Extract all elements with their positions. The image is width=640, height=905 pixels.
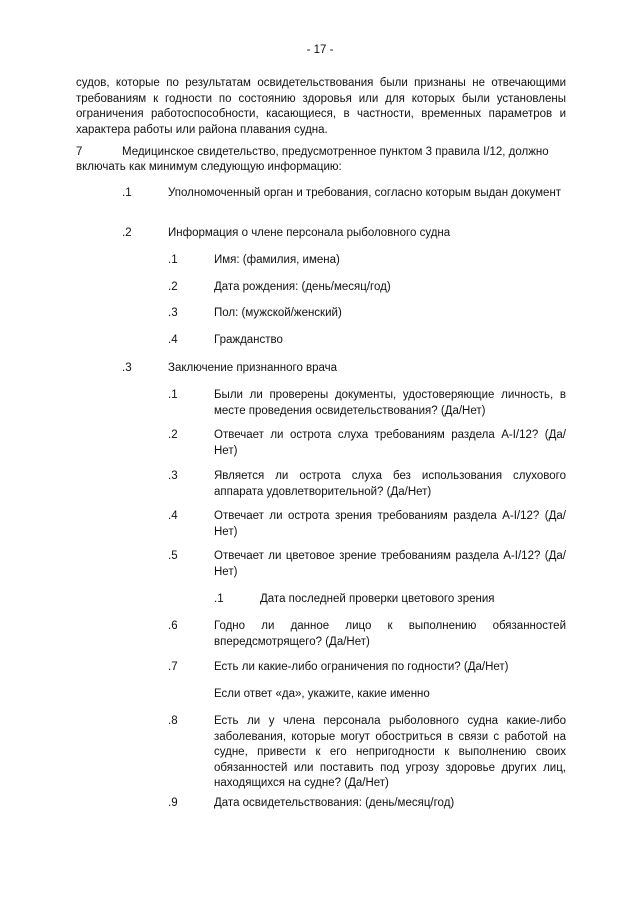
item-number: .1 <box>122 187 132 199</box>
item-number: .4 <box>168 334 178 346</box>
item-number: .3 <box>168 470 178 482</box>
item-number: .1 <box>168 389 178 401</box>
item-text: Уполномоченный орган и требования, согласно которым выдан документ <box>168 187 562 199</box>
item-number: .3 <box>122 362 132 374</box>
item-number: .7 <box>168 661 178 673</box>
item-text: Отвечает ли острота слуха требованиям раздела A-I/12? (Да/Нет) <box>214 429 566 457</box>
item-number: .2 <box>168 429 178 441</box>
item-text: Дата освидетельствования: (день/месяц/год) <box>214 797 455 809</box>
item-text: Имя: (фамилия, имена) <box>214 254 340 266</box>
item-text: Является ли острота слуха без использования слухового аппарата удовлетворительной? (Да/Нет) <box>214 470 566 498</box>
item-text: Если ответ «да», укажите, какие именно <box>214 688 430 700</box>
item-text: Информация о члене персонала рыболовного судна <box>168 227 451 239</box>
item-number: .8 <box>168 715 178 727</box>
item-number: .3 <box>168 307 178 319</box>
item-text: Дата последней проверки цветового зрения <box>260 593 495 605</box>
item-text: Есть ли у члена персонала рыболовного судна какие-либо заболевания, которые могут обостриться в связи с работой на судне, привести к его непригодности к выполнению своих обязанностей или поставить под угрозу здоровье других лиц, находящихся на судне? (Да/Нет) <box>214 715 566 789</box>
item-text: Заключение признанного врача <box>168 362 338 374</box>
item-number: .1 <box>168 254 178 266</box>
item-number: .2 <box>122 227 132 239</box>
item-number: .4 <box>168 510 178 522</box>
item-number: .6 <box>168 620 178 632</box>
item-text: Дата рождения: (день/месяц/год) <box>214 281 391 293</box>
item-number: .9 <box>168 797 178 809</box>
item-text: Были ли проверены документы, удостоверяющие личность, в месте проведения освидетельствования? (Да/Нет) <box>214 389 566 417</box>
item-text: Годно ли данное лицо к выполнению обязанностей впередсмотрящего? (Да/Нет) <box>214 620 566 648</box>
intro-paragraph: судов, которые по результатам освидетельствования были признаны не отвечающими требованиям к годности по состоянию здоровья или для которых были установлены ограничения работоспособности, касающиеся, в частности, временных параметров и характера работы или района плавания судна. <box>76 77 566 136</box>
paragraph-number: 7 <box>76 146 83 158</box>
item-number: .2 <box>168 281 178 293</box>
item-number: .5 <box>168 550 178 562</box>
item-text: Отвечает ли острота зрения требованиям раздела A-I/12? (Да/Нет) <box>214 510 566 538</box>
item-text: Гражданство <box>214 334 283 346</box>
item-text: Есть ли какие-либо ограничения по годности? (Да/Нет) <box>214 661 509 673</box>
page-number: - 17 - <box>306 44 334 56</box>
item-number: .1 <box>214 593 224 605</box>
item-text: Отвечает ли цветовое зрение требованиям раздела A-I/12? (Да/Нет) <box>214 550 566 578</box>
paragraph-7-line2: включать как минимум следующую информацию: <box>76 161 342 173</box>
item-text: Пол: (мужской/женский) <box>214 307 342 319</box>
paragraph-7-line1: Медицинское свидетельство, предусмотренное пунктом 3 правила I/12, должно <box>122 146 549 158</box>
